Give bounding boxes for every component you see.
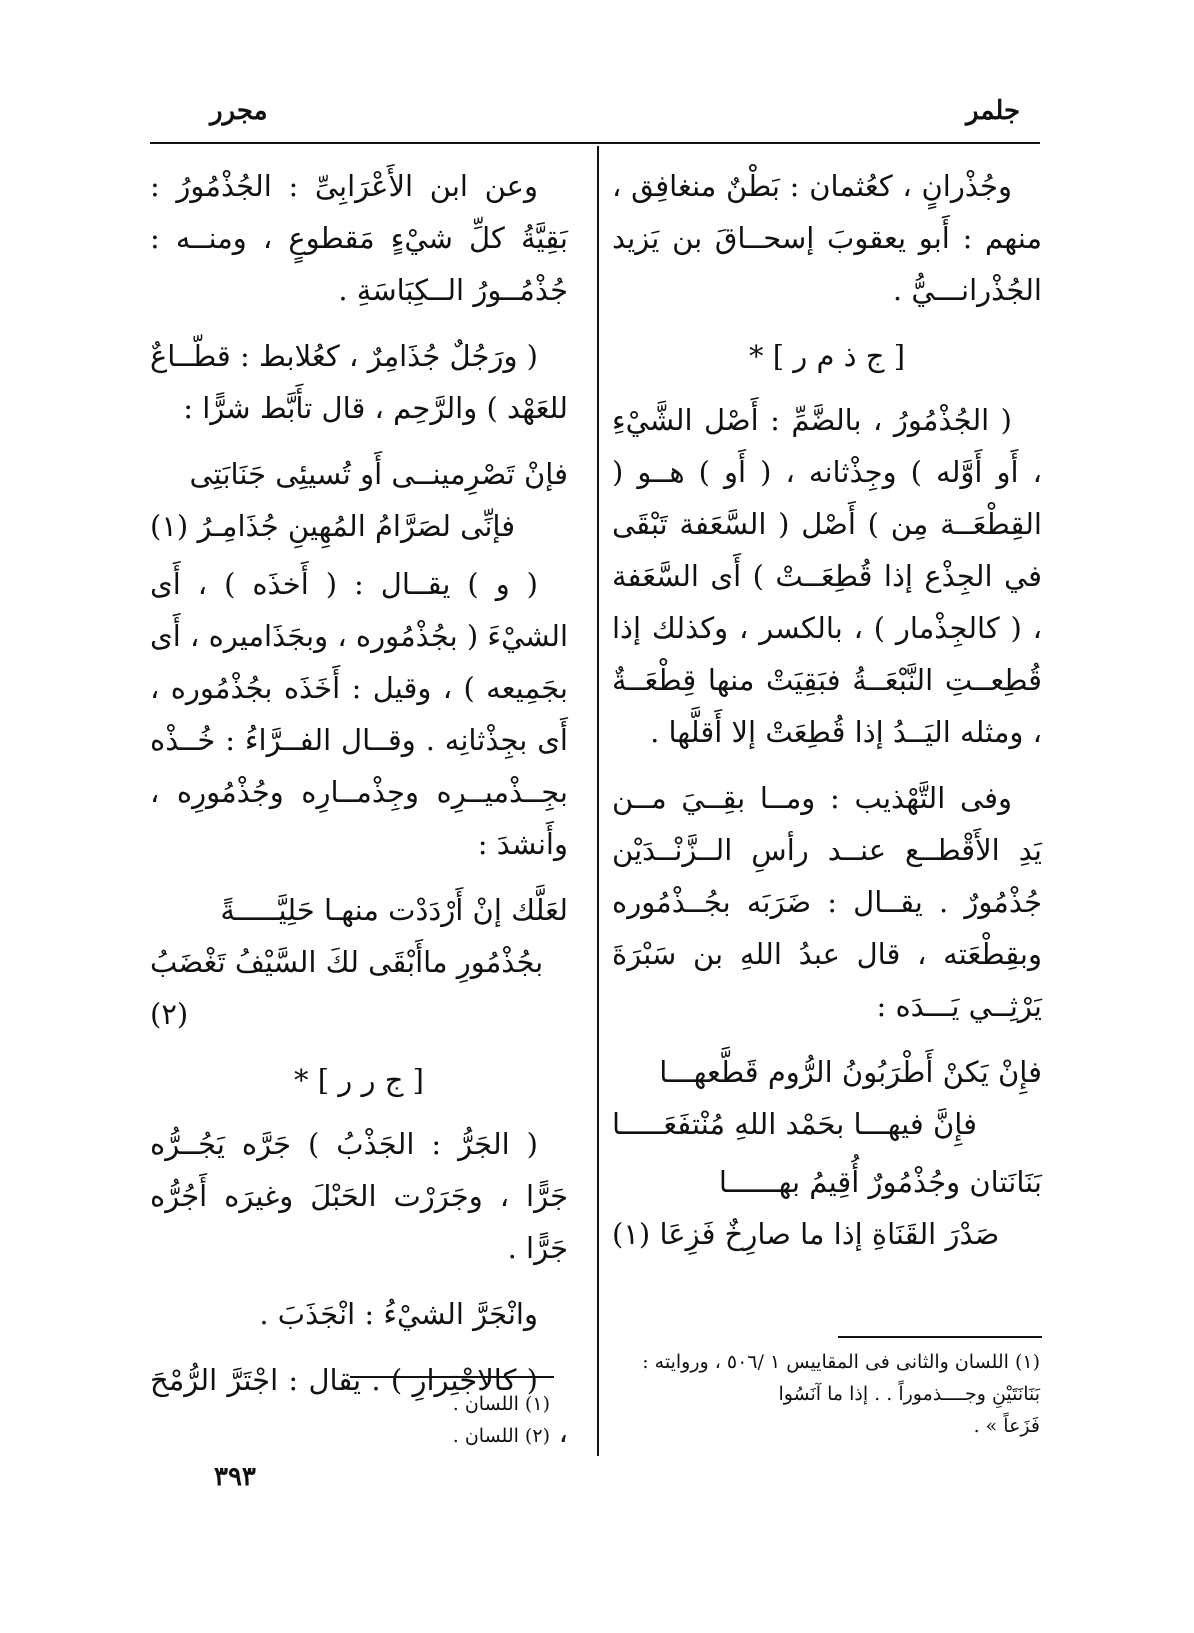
footnote-line: (١) اللسان والثانى فى المقاييس ١ /٥٠٦ ، وروايته : [642,1351,1040,1373]
footnote-line: (٢) اللسان . [452,1425,550,1447]
footnote-line: فَزَعاً » . [973,1415,1040,1437]
verse [612,1046,1042,1150]
footnote-rule [838,1336,1042,1338]
left-column [150,160,568,1472]
verse-hemistich: فإنِّى لصَرَّامُ المُهِينِ جُذَامِـرُ (١) [150,509,516,543]
page-number: ٣٩٣ [214,1462,256,1492]
footnotes-right [636,1346,1040,1442]
verse [150,884,568,1040]
entry-heading: [ ج ر ر ] * [294,1063,424,1097]
paragraph: ( الجَرُّ : الجَذْبُ ) جَرَّه يَجُــرُّه جَرًّا ، وجَرَرْت الحَبْلَ وغيرَه أَجُرُّه جَرًّا . [150,1127,568,1265]
paragraph: وفى التَّهْذيب : ومــا بقِــيَ مــن يَدِ الأَقْطــع عنــد رأسِ الــزَّنْــدَيْن جُذْمُورٌ . يقــال : ضَرَبَه بجُــذْمُوره وبقِطْعَته ، قال عبدُ اللهِ بن سَبْرَةَ يَرْثِــي يَـــدَه : [612,781,1042,1023]
verse-hemistich: بجُذْمُورِ ماأَبْقَى لكَ السَّيْفُ تَغْضَبُ (٢) [150,945,544,1031]
verse-hemistich: فإِنَّ فيهـــا بحَمْد اللهِ مُنْتفَعَـــــا [612,1107,978,1141]
footnote-line: (١) اللسان . [452,1393,550,1415]
header-entry-word-right: جلمر [966,96,1021,126]
paragraph: وجُذْرانٍ ، كعُثمان : بَطْنٌ منغافِق ، منهم : أَبو يعقوبَ إسحــاقَ بن يَزيد الجُذْرانـــيُّ . [612,169,1042,307]
column-divider [597,146,599,1456]
paragraph: وعن ابن الأَعْرَابِىِّ : الجُذْمُورُ : بَقِيَّةُ كلِّ شيْءٍ مَقطوعٍ ، ومنــه : جُذْمُــورُ الــكِبَاسَةِ . [150,169,568,307]
verse [612,1156,1042,1260]
verse-hemistich: صَدْرَ القَنَاةِ إذا ما صارِخٌ فَزِعَا (١) [612,1217,1000,1251]
header-rule [150,142,1040,144]
paragraph: ( و ) يقــال : ( أَخذَه ) ، أَى الشيْءَ ( بجُذْمُوره ، وبجَذَاميره ، أَى بجَمِيعه ) ، وقيل : أَخَذَه بجُذْمُوره ، أَى بجِذْثانِه . وقــال الفــرَّاءُ : خُــذْه بجِــذْميــرِه وجِذْمــارِه وجُذْمُورِه ، وأَنشدَ : [150,567,568,861]
paragraph: وانْجَرَّ الشيْءُ : انْجَذَبَ . [259,1297,538,1331]
entry-heading: [ ج ذ م ر ] * [748,339,906,373]
header-entry-word-left: مجرر [210,96,268,126]
verse-hemistich: لعَلَّك إنْ أَرْدَدْت منهـا حَلِيَّـــــةً [220,893,568,927]
paragraph: ( ورَجُلٌ جُذَامِرٌ ، كعُلابط : قطّــاعٌ للعَهْد ) والرَّحِم ، قال تأَبَّط شرًّا : [150,339,568,425]
paragraph: ( الجُذْمُورُ ، بالضَّمِّ : أَصْل الشَّيْءِ ، أَو أَوَّله ) وجِذْثانه ، ( أَو ) هــو ( القِطْعَــة مِن ) أَصْل ( السَّعَفة تَبْقَى في الجِذْع إذا قُطِعَــتْ ) أَى السَّعَفة ، ( كالجِذْمار ) ، بالكسر ، وكذلك إذا قُطِعــتِ النَّبْعَــةُ فبَقِيَتْ منها قِطْعَــةٌ ، ومثله اليَــدُ إذا قُطِعَتْ إلا أَقلَّها . [612,403,1042,749]
footnote-rule [350,1376,554,1378]
verse-hemistich: بَنَانَتان وجُذْمُورٌ أُقِيمُ بهــــــا [718,1165,1042,1199]
footnote-line: بَنَانَتَيْنِ وجــــذموراً . . إذا ما آنَسُوا [778,1383,1040,1405]
verse [150,448,568,552]
verse-hemistich: فإِنْ يَكنْ أَطْرَبُونُ الرُّوم قَطَّعهـــا [659,1055,1042,1089]
footnotes-left [380,1388,550,1452]
verse-hemistich: فإنْ تَصْرِمينــى أَو تُسيئِى جَنَابَتِى [189,457,568,491]
right-column [612,160,1042,1266]
paragraph: ( كالاجْتِرارِ ) . يقال : اجْتَرَّ الرُّمْحَ ، [150,1363,568,1449]
